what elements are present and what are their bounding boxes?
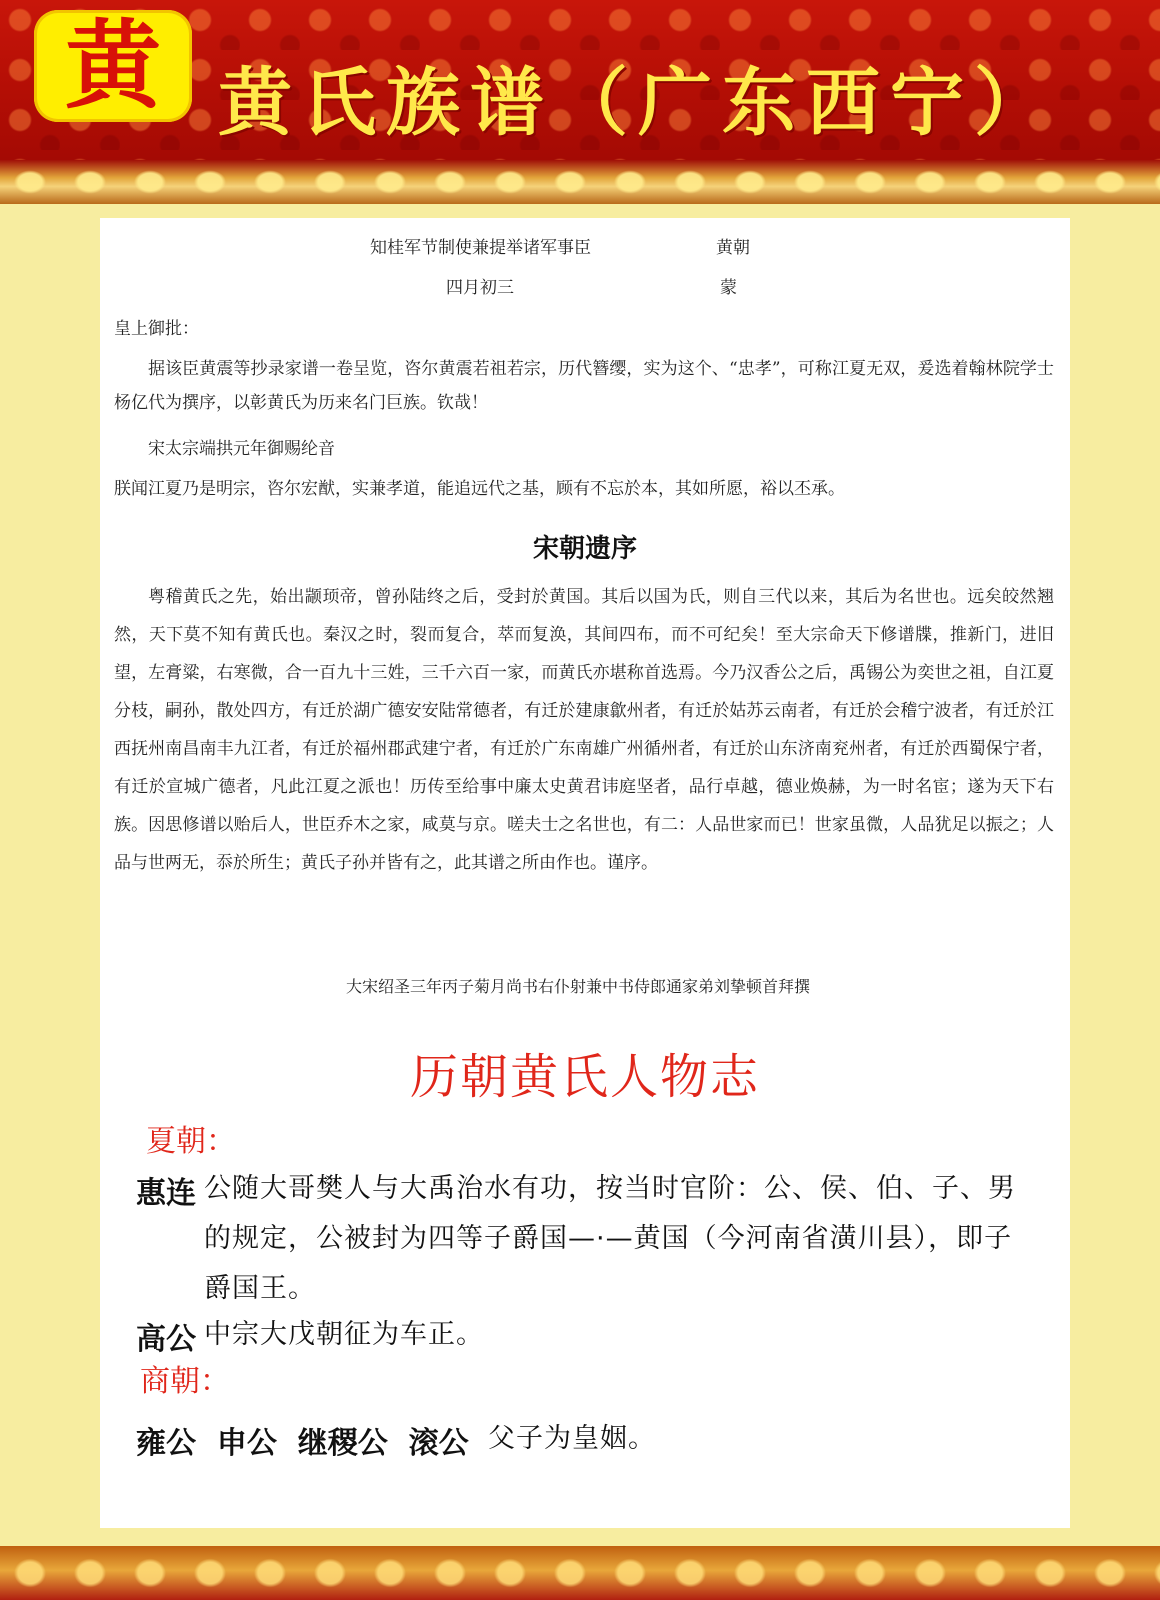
preface-text: 粤稽黄氏之先，始出颛顼帝，曾孙陆终之后，受封於黄国。其后以国为氏，则自三代以来，其后为名世也。远矣皎然翘然，天下莫不知有黄氏也。秦汉之时，裂而复合，萃而复涣，其间四布，而不可纪矣！至大宗命天下修谱牒，推新门，进旧望，左膏粱，右寒微，合一百九十三姓，三千六百一家，而黄氏亦堪称首选焉。今乃汉香公之后，禹锡公为奕世之祖，自江夏分枝，嗣孙，散处四方，有迁於湖广德安安陆常德者，有迁於建康歙州者，有迁於姑苏云南者，有迁於会稽宁波者，有迁於江西抚州南昌南丰九江者，有迁於福州郡武建宁者，有迁於广东南雄广州循州者，有迁於山东济南兖州者，有迁於西蜀保宁者，有迁於宣城广德者，凡此江夏之派也！历传至给事中廉太史黄君讳庭坚者，品行卓越，德业焕赫，为一时名宦；遂为天下右族。因思修谱以贻后人，世臣乔木之家，咸莫与京。嗟夫士之名世也，有二：人品世家而已！世家虽微，人品犹足以振之；人品与世两无，忝於所生；黄氏子孙并皆有之，此其谱之所由作也。谨序。 bbox=[114, 587, 1054, 873]
content-panel bbox=[100, 218, 1070, 1528]
approval-text: 据该臣黄震等抄录家谱一卷呈览，咨尔黄震若祖若宗，历代簪缨，实为这个、“忠孝”，可称江夏无双，爰选着翰林院学士杨亿代为撰序，以彰黄氏为历来名门巨族。钦哉！ bbox=[114, 359, 1054, 413]
person-shang-text: 父子为皇姻。 bbox=[488, 1423, 656, 1454]
person-huilian-text: 公随大哥樊人与大禹治水有功，按当时官阶：公、侯、伯、子、男的规定，公被封为四等子爵国—·—黄国（今河南省潢川县），即子爵国王。 bbox=[204, 1173, 1016, 1304]
logo bbox=[34, 10, 192, 122]
edict-text: 朕闻江夏乃是明宗，咨尔宏猷，实兼孝道，能追远代之基，顾有不忘於本，其如所愿，裕以丕承。 bbox=[114, 479, 845, 499]
person-gaogong-text: 中宗大戊朝征为车正。 bbox=[204, 1319, 484, 1350]
approval-label: 皇上御批： bbox=[114, 319, 199, 339]
logo-char: 黄 bbox=[65, 9, 161, 122]
decree-official-name: 黄朝 bbox=[716, 238, 750, 258]
page-title: 黄氏族谱（广东西宁） bbox=[218, 60, 1058, 146]
preface-signature: 大宋绍圣三年丙子菊月尚书右仆射兼中书侍郎通家弟刘挚顿首拜撰 bbox=[346, 977, 811, 996]
decree-official-title: 知桂军节制使兼提举诸军事臣 bbox=[370, 238, 591, 258]
figures-title: 历朝黄氏人物志 bbox=[409, 1049, 760, 1105]
decree-received: 蒙 bbox=[720, 278, 737, 298]
person-gaogong-name: 高公 bbox=[136, 1322, 196, 1357]
decree-date: 四月初三 bbox=[446, 278, 514, 298]
edict-heading: 宋太宗端拱元年御赐纶音 bbox=[148, 439, 335, 459]
dynasty-shang-label: 商朝： bbox=[140, 1364, 230, 1399]
dynasty-xia-label: 夏朝： bbox=[146, 1124, 236, 1159]
person-huilian-name: 惠连 bbox=[136, 1176, 196, 1211]
preface-title: 宋朝遗序 bbox=[532, 534, 637, 564]
person-shang-names: 雍公 申公 继稷公 滚公 bbox=[136, 1426, 469, 1461]
footer-trim-border bbox=[0, 1546, 1160, 1600]
header-banner bbox=[0, 0, 1160, 160]
header-trim-border bbox=[0, 160, 1160, 204]
